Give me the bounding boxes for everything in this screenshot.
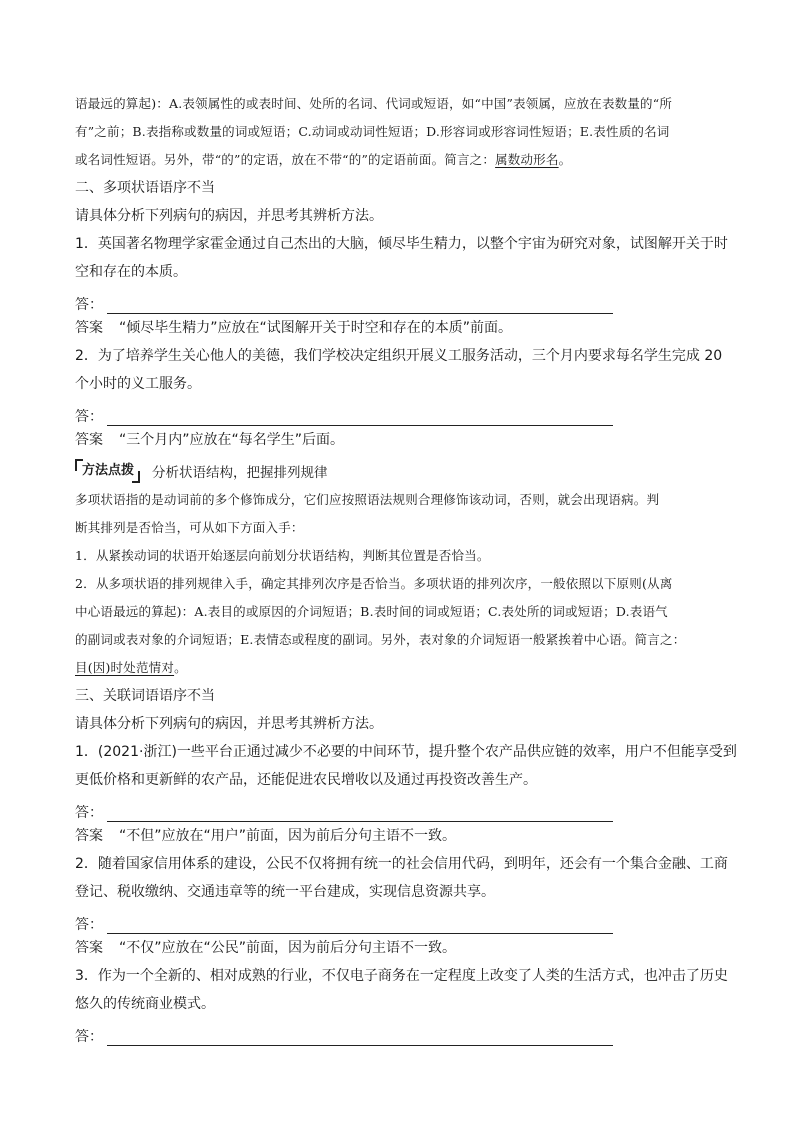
answer-key-label: 答案 xyxy=(75,940,103,956)
answer-blank-2-1[interactable]: 答： xyxy=(75,286,725,314)
answer-blank-3-3[interactable]: 答： xyxy=(75,1018,725,1046)
method-paragraph-1-line-1: 多项状语指的是动词前的多个修饰成分，它们应按照语法规则合理修饰该动词，否则，就会出现语病。判 xyxy=(75,492,660,507)
method-paragraph-1-line-2: 断其排列是否恰当，可从如下方面入手： xyxy=(75,520,304,535)
answer-key-2-2: 答案 “三个月内”应放在“每名学生”后面。 xyxy=(75,426,725,454)
method-header xyxy=(75,456,725,486)
question-3-1-line-2: 更低价格和更新鲜的农产品，还能促进农民增收以及通过再投资改善生产。 xyxy=(75,772,537,788)
question-3-2-line-2: 登记、税收缴纳、交通违章等的统一平台建成，实现信息资源共享。 xyxy=(75,884,495,900)
section-heading-3: 三、关联词语语序不当 xyxy=(75,688,215,704)
answer-underline[interactable] xyxy=(107,407,613,426)
method-point-2-line-1: 2．从多项状语的排列规律入手，确定其排列次序是否恰当。多项状语的排列次序，一般依照以下原则(从离 xyxy=(75,576,673,591)
method-point-2-line-3: 的副词或表对象的介词短语；E.表情态或程度的副词。另外，表对象的介词短语一般紧挨着中心语。简言之： xyxy=(75,632,686,647)
method-point-2-line-4: 目(因)时处范情对。 xyxy=(75,660,187,675)
answer-underline[interactable] xyxy=(107,295,613,314)
answer-key-label: 答案 xyxy=(75,320,103,336)
answer-blank-3-2[interactable]: 答： xyxy=(75,906,725,934)
method-title: 分析状语结构，把握排列规律 xyxy=(152,465,328,481)
question-3-3-line-2: 悠久的传统商业模式。 xyxy=(75,996,215,1012)
answer-blank-2-2[interactable]: 答： xyxy=(75,398,725,426)
answer-underline[interactable] xyxy=(107,1027,613,1046)
answer-key-3-1: 答案 “不但”应放在“用户”前面，因为前后分句主语不一致。 xyxy=(75,822,725,850)
answer-key-label: 答案 xyxy=(75,432,103,448)
document-page xyxy=(75,90,737,1046)
question-3-1-line-1: 1．(2021·浙江)一些平台正通过减少不必要的中间环节，提升整个农产品供应链的效率，用户不但能享受到 xyxy=(75,744,737,760)
section-instruction-3: 请具体分析下列病句的病因，并思考其辨析方法。 xyxy=(75,716,383,732)
section-instruction-2: 请具体分析下列病句的病因，并思考其辨析方法。 xyxy=(75,208,383,224)
method-badge: 方法点拨 xyxy=(75,461,140,481)
answer-underline[interactable] xyxy=(107,803,613,822)
answer-underline[interactable] xyxy=(107,915,613,934)
section-heading-2: 二、多项状语语序不当 xyxy=(75,180,215,196)
method-point-2-line-2: 中心语最远的算起)：A.表目的或原因的介词短语；B.表时间的词或短语；C.表处所的词或短语；D.表语气 xyxy=(75,604,668,619)
question-2-2-line-1: 2．为了培养学生关心他人的美德，我们学校决定组织开展义工服务活动，三个月内要求每名学生完成 20 xyxy=(75,348,723,364)
top-paragraph-line-1: 语最远的算起)：A.表领属性的或表时间、处所的名词、代词或短语，如“中国”表领属，应放在表数量的“所 xyxy=(75,96,673,111)
question-2-1-line-1: 1．英国著名物理学家霍金通过自己杰出的大脑，倾尽毕生精力，以整个宇宙为研究对象，试图解开关于时 xyxy=(75,236,728,252)
question-3-3-line-1: 3．作为一个全新的、相对成熟的行业，不仅电子商务在一定程度上改变了人类的生活方式，也冲击了历史 xyxy=(75,968,728,984)
question-2-2-line-2: 个小时的义工服务。 xyxy=(75,376,201,392)
top-paragraph-line-3: 或名词性短语。另外，带“的”的定语，放在不带“的”的定语前面。简言之：属数动形名。 xyxy=(75,152,572,167)
answer-key-label: 答案 xyxy=(75,828,103,844)
question-2-1-line-2: 空和存在的本质。 xyxy=(75,264,187,280)
method-point-1: 1．从紧挨动词的状语开始逐层向前划分状语结构，判断其位置是否恰当。 xyxy=(75,548,490,563)
mnemonic-underlined: 属数动形名 xyxy=(495,152,559,167)
answer-key-2-1: 答案 “倾尽毕生精力”应放在“试图解开关于时空和存在的本质”前面。 xyxy=(75,314,725,342)
question-3-2-line-1: 2．随着国家信用体系的建设，公民不仅将拥有统一的社会信用代码，到明年，还会有一个集合金融、工商 xyxy=(75,856,728,872)
mnemonic-underlined: 目(因)时处范情对 xyxy=(75,660,175,675)
answer-blank-3-1[interactable]: 答： xyxy=(75,794,725,822)
top-paragraph-line-2: 有”之前；B.表指称或数量的词或短语；C.动词或动词性短语；D.形容词或形容词性短语；E.表性质的名词 xyxy=(75,124,670,139)
answer-key-3-2: 答案 “不仅”应放在“公民”前面，因为前后分句主语不一致。 xyxy=(75,934,725,962)
